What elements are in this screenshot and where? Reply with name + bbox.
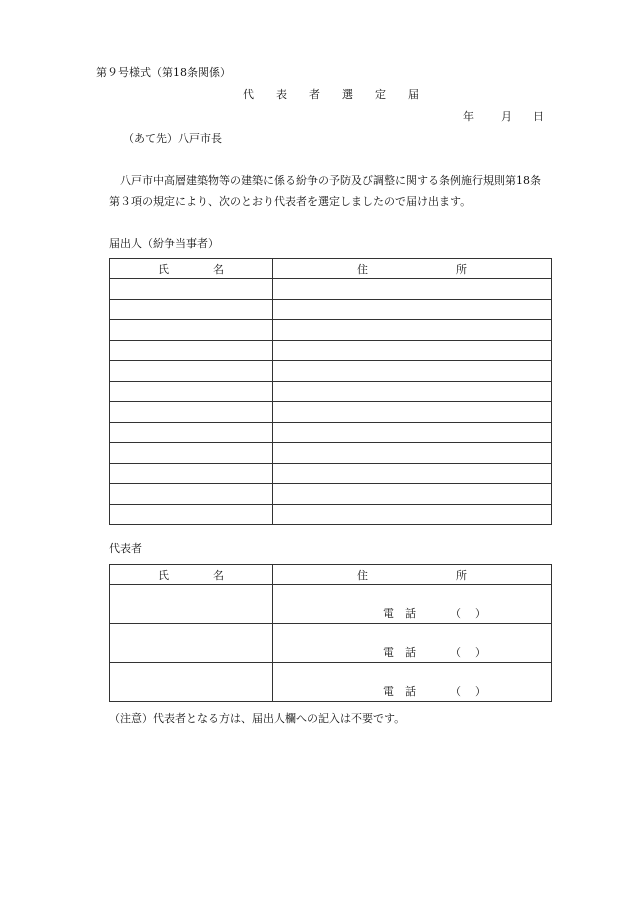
applicant-address-cell[interactable] (273, 484, 552, 505)
representative-name-cell[interactable] (110, 624, 273, 663)
applicant-address-cell[interactable] (273, 402, 552, 423)
applicants-col-name: 氏 名 (110, 259, 273, 279)
representative-name-cell[interactable] (110, 585, 273, 624)
representatives-col-address: 住 所 (273, 565, 552, 585)
applicants-table (109, 258, 552, 525)
page-title: 代 表 者 選 定 届 (243, 88, 419, 101)
table-row (110, 624, 552, 663)
applicant-address-cell[interactable] (273, 381, 552, 402)
date-month: 月 (501, 110, 512, 123)
table-row (110, 663, 552, 702)
phone-paren-close: ） (475, 607, 486, 620)
phone-paren-open: （ (450, 685, 461, 698)
applicant-address-cell[interactable] (273, 463, 552, 484)
applicant-address-cell[interactable] (273, 361, 552, 382)
representative-name-cell[interactable] (110, 663, 273, 702)
phone-label: 電 話 (383, 685, 416, 698)
table-row (110, 381, 552, 402)
table-row (110, 504, 552, 525)
applicant-name-cell[interactable] (110, 422, 273, 443)
body-text-line1: 八戸市中高層建築物等の建築に係る紛争の予防及び調整に関する条例施行規則第18条 (120, 174, 541, 187)
representatives-col-name: 氏 名 (110, 565, 273, 585)
date-year: 年 (463, 110, 474, 123)
applicant-address-cell[interactable] (273, 504, 552, 525)
phone-label: 電 話 (383, 646, 416, 659)
form-number: 第９号様式（第18条関係） (96, 66, 231, 79)
table-row (110, 443, 552, 464)
phone-field (383, 644, 486, 660)
applicant-name-cell[interactable] (110, 320, 273, 341)
applicant-name-cell[interactable] (110, 361, 273, 382)
applicants-header-row (110, 259, 552, 279)
applicant-name-cell[interactable] (110, 484, 273, 505)
table-row (110, 320, 552, 341)
representative-address-cell[interactable] (273, 624, 552, 663)
applicant-name-cell[interactable] (110, 279, 273, 300)
phone-paren-close: ） (475, 646, 486, 659)
recipient: （あて先）八戸市長 (123, 132, 222, 145)
table-row (110, 463, 552, 484)
applicants-col-address: 住 所 (273, 259, 552, 279)
table-row (110, 299, 552, 320)
applicant-name-cell[interactable] (110, 402, 273, 423)
applicant-address-cell[interactable] (273, 279, 552, 300)
applicant-name-cell[interactable] (110, 340, 273, 361)
applicant-address-cell[interactable] (273, 443, 552, 464)
applicant-address-cell[interactable] (273, 299, 552, 320)
table-row (110, 361, 552, 382)
phone-paren-open: （ (450, 607, 461, 620)
applicant-address-cell[interactable] (273, 320, 552, 341)
phone-field (383, 605, 486, 621)
applicant-name-cell[interactable] (110, 504, 273, 525)
applicant-address-cell[interactable] (273, 340, 552, 361)
table-row (110, 422, 552, 443)
table-row (110, 484, 552, 505)
representative-address-cell[interactable] (273, 585, 552, 624)
representatives-table (109, 564, 552, 702)
applicant-name-cell[interactable] (110, 463, 273, 484)
representative-address-cell[interactable] (273, 663, 552, 702)
table-row (110, 402, 552, 423)
applicant-address-cell[interactable] (273, 422, 552, 443)
phone-paren-open: （ (450, 646, 461, 659)
date-day: 日 (533, 110, 544, 123)
phone-paren-close: ） (475, 685, 486, 698)
applicants-label: 届出人（紛争当事者） (109, 237, 219, 250)
representatives-header-row (110, 565, 552, 585)
applicant-name-cell[interactable] (110, 299, 273, 320)
applicant-name-cell[interactable] (110, 381, 273, 402)
note-text: （注意）代表者となる方は、届出人欄への記入は不要です。 (109, 712, 406, 725)
table-row (110, 585, 552, 624)
body-text-line2: 第３項の規定により、次のとおり代表者を選定しましたので届け出ます。 (109, 195, 472, 208)
representatives-label: 代表者 (109, 542, 142, 555)
table-row (110, 340, 552, 361)
applicant-name-cell[interactable] (110, 443, 273, 464)
phone-field (383, 683, 486, 699)
phone-label: 電 話 (383, 607, 416, 620)
table-row (110, 279, 552, 300)
